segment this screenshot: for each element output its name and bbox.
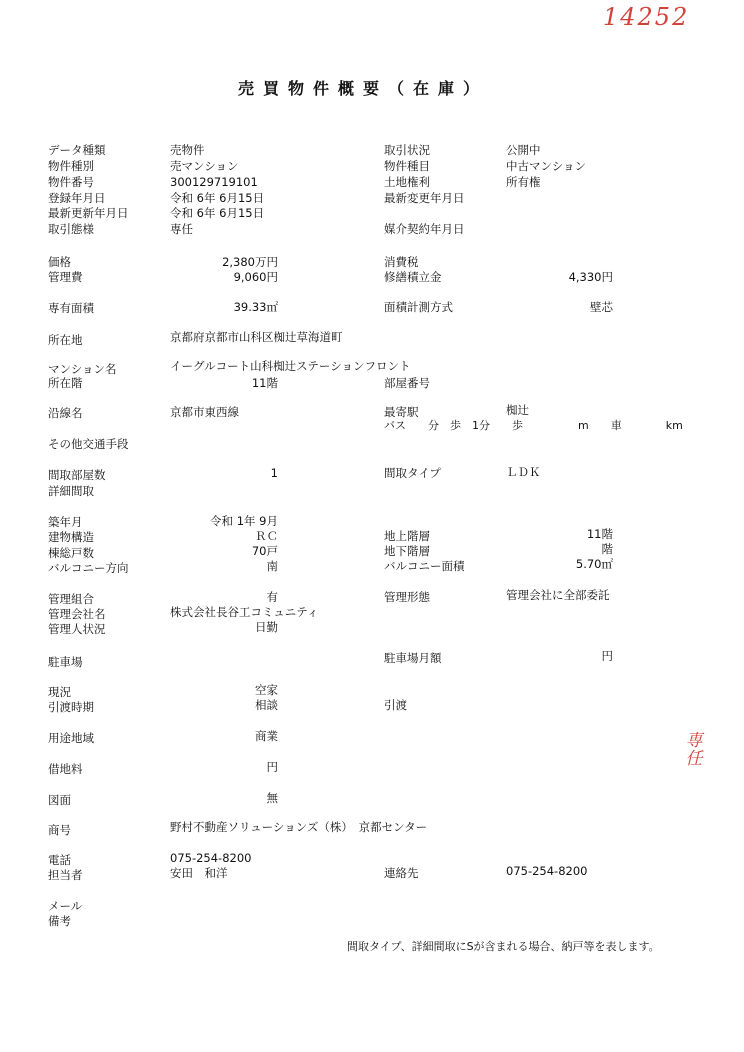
label-handover-time: 引渡時期	[48, 700, 94, 714]
label-drawing: 図面	[48, 793, 71, 807]
label-latest-change: 最新変更年月日	[384, 191, 465, 205]
value-data-type: 売物件	[170, 143, 205, 157]
label-mansion-name: マンション名	[48, 362, 117, 376]
value-drawing: 無	[266, 791, 278, 805]
label-location: 所在地	[48, 333, 83, 347]
label-price: 価格	[48, 255, 71, 269]
value-person: 安田 和洋	[170, 866, 228, 880]
label-room-no: 部屋番号	[384, 376, 430, 390]
label-land-rent: 借地料	[48, 762, 83, 776]
value-current: 空家	[255, 683, 278, 697]
value-registered: 令和 6年 6月15日	[170, 191, 265, 205]
label-area-method: 面積計測方式	[384, 300, 453, 314]
value-land-rights: 所有権	[506, 175, 541, 189]
label-built: 築年月	[48, 515, 83, 529]
label-mgmt-form: 管理形態	[384, 590, 430, 604]
label-category: 物件種目	[384, 159, 430, 173]
label-floor: 所在階	[48, 376, 83, 390]
value-mgmt-fee: 9,060円	[233, 270, 278, 284]
value-location: 京都府京都市山科区椥辻草海道町	[170, 330, 343, 344]
value-built: 令和 1年 9月	[210, 514, 278, 528]
label-latest-update: 最新更新年月日	[48, 206, 129, 220]
label-registered: 登録年月日	[48, 191, 106, 205]
label-person: 担当者	[48, 868, 83, 882]
value-mansion-name: イーグルコート山科椥辻ステーションフロント	[170, 359, 411, 373]
value-handover-time: 相談	[255, 698, 278, 712]
handwritten-number: 14252	[603, 3, 690, 31]
value-area-method: 壁芯	[590, 300, 613, 314]
label-rooms: 間取部屋数	[48, 468, 106, 482]
label-repair-fund: 修繕積立金	[384, 270, 442, 284]
label-status: 取引状況	[384, 143, 430, 157]
label-data-type: データ種類	[48, 143, 106, 157]
value-status: 公開中	[506, 143, 541, 157]
value-balcony-dir: 南	[266, 559, 278, 573]
label-layout-type: 間取タイプ	[384, 466, 441, 480]
label-current: 現況	[48, 685, 71, 699]
value-property-type: 売マンション	[170, 159, 239, 173]
label-mgmt-fee: 管理費	[48, 270, 83, 284]
value-layout-type: ＬＤＫ	[506, 465, 541, 479]
page-title: 売買物件概要（在庫）	[238, 79, 489, 98]
value-property-no: 300129719101	[170, 175, 258, 189]
label-line: 沿線名	[48, 406, 83, 420]
label-other-transport: その他交通手段	[48, 437, 129, 451]
label-trade-name: 商号	[48, 823, 71, 837]
label-transaction: 取引態様	[48, 222, 94, 236]
value-structure: ＲＣ	[255, 529, 278, 543]
value-trade-name: 野村不動産ソリューションズ（株） 京都センター	[170, 820, 428, 834]
value-contact: 075-254-8200	[506, 864, 588, 878]
value-category: 中古マンション	[506, 159, 586, 173]
value-floor: 11階	[251, 376, 278, 390]
label-handover: 引渡	[384, 698, 407, 712]
label-remarks: 備考	[48, 914, 71, 928]
label-mgmt-company: 管理会社名	[48, 607, 106, 621]
label-structure: 建物構造	[48, 530, 94, 544]
label-email: メール	[48, 899, 83, 913]
value-latest-update: 令和 6年 6月15日	[170, 206, 265, 220]
label-parking: 駐車場	[48, 655, 83, 669]
label-floors-below: 地下階層	[384, 544, 430, 558]
label-balcony-dir: バルコニー方向	[48, 561, 129, 575]
footnote: 間取タイプ、詳細間取にSが含まれる場合、納戸等を表します。	[347, 940, 660, 953]
value-floors-above: 11階	[586, 527, 613, 541]
value-parking-fee: 円	[601, 649, 613, 663]
label-property-no: 物件番号	[48, 175, 94, 189]
handwritten-stamp: 専任	[685, 731, 703, 769]
value-phone: 075-254-8200	[170, 851, 252, 865]
value-units: 70戸	[251, 544, 278, 558]
label-area: 専有面積	[48, 301, 94, 315]
label-room-detail: 詳細間取	[48, 484, 94, 498]
label-parking-fee: 駐車場月額	[384, 651, 442, 665]
value-zoning: 商業	[255, 729, 278, 743]
value-floors-below: 階	[601, 542, 613, 556]
value-balcony-area: 5.70㎡	[575, 557, 613, 571]
label-manager-status: 管理人状況	[48, 622, 106, 636]
label-floors-above: 地上階層	[384, 529, 430, 543]
value-transaction: 専任	[170, 222, 193, 236]
transport-row: バス 分 歩 1分 歩 m 車 km	[384, 419, 683, 432]
value-mgmt-company: 株式会社長谷工コミュニティ	[170, 605, 319, 619]
label-brokerage: 媒介契約年月日	[384, 222, 465, 236]
label-association: 管理組合	[48, 592, 94, 606]
value-station: 椥辻	[506, 403, 529, 417]
value-association: 有	[266, 590, 278, 604]
value-rooms: 1	[270, 466, 278, 480]
label-contact: 連絡先	[384, 866, 419, 880]
label-zoning: 用途地域	[48, 731, 94, 745]
value-manager-status: 日勤	[255, 620, 278, 634]
value-repair-fund: 4,330円	[568, 270, 613, 284]
value-line: 京都市東西線	[170, 405, 239, 419]
label-phone: 電話	[48, 853, 71, 867]
label-property-type: 物件種別	[48, 159, 94, 173]
value-land-rent: 円	[266, 760, 278, 774]
label-land-rights: 土地権利	[384, 175, 430, 189]
label-tax: 消費税	[384, 255, 419, 269]
value-area: 39.33㎡	[233, 300, 278, 314]
value-mgmt-form: 管理会社に全部委託	[506, 588, 610, 602]
label-balcony-area: バルコニー面積	[384, 559, 465, 573]
label-station: 最寄駅	[384, 405, 419, 419]
value-price: 2,380万円	[222, 255, 278, 269]
label-units: 棟総戸数	[48, 546, 94, 560]
